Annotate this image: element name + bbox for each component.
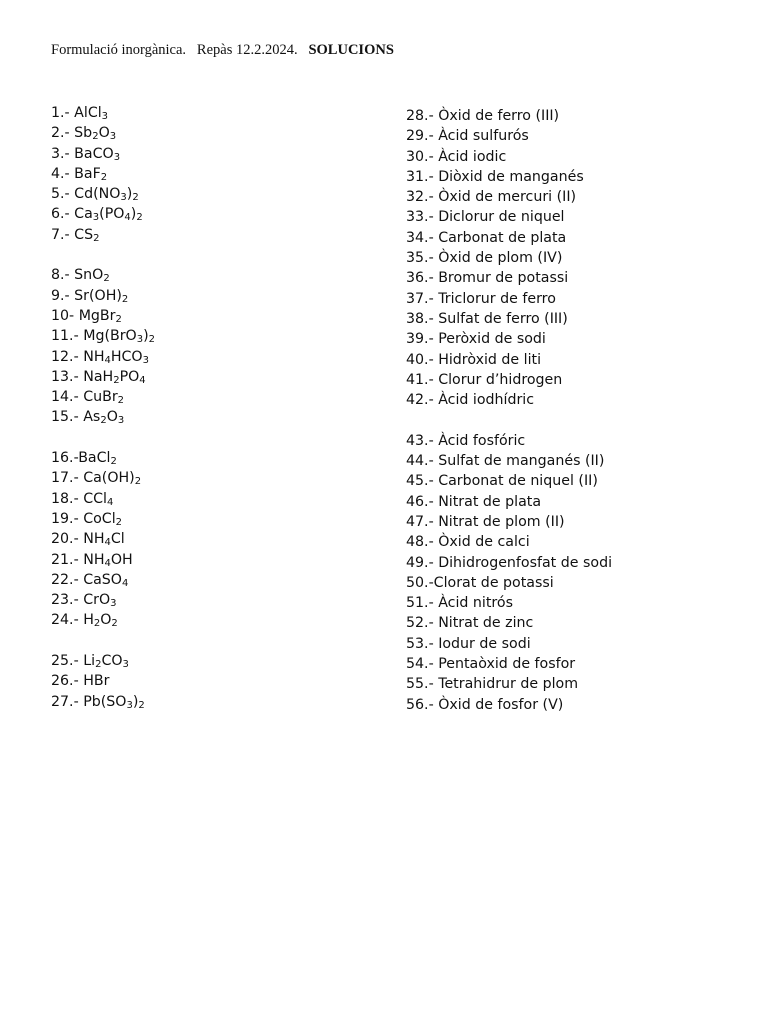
formula-item [51, 407, 155, 427]
chemical-formula: CaSO$_4$ [83, 571, 129, 589]
name-group [406, 106, 612, 410]
chemical-formula: $Li_2CO_3$ [83, 653, 129, 671]
formula-item [51, 144, 155, 164]
chemical-formula: $Mg(BrO_3)_2$ [83, 328, 156, 346]
item-number: 25.- [51, 653, 84, 670]
compound-name-item: 43.- Àcid fosfóric [406, 432, 526, 449]
formula-item [51, 448, 155, 468]
document-header [51, 42, 394, 59]
compound-name-item: 49.- Dihidrogenfosfat de sodi [406, 554, 613, 571]
formula-item [51, 164, 155, 184]
compound-name-item: 56.- Òxid de fosfor (V) [406, 696, 564, 713]
compound-name-item: 30.- Àcid iodic [406, 148, 507, 165]
item-number: 15.- [51, 409, 84, 426]
compound-name-item: 41.- Clorur d’hidrogen [406, 371, 563, 388]
item-number: 11.- [51, 328, 84, 345]
solutions-label: SOLUCIONS [308, 42, 394, 58]
item-number: 27.- [51, 693, 84, 710]
chemical-formula: CCl$_4$ [83, 490, 114, 508]
item-number: 26.- [51, 673, 84, 690]
compound-name-item: 44.- Sulfat de manganés (II) [406, 453, 605, 470]
chemical-formula: BaF$_2$ [74, 165, 108, 183]
chemical-formula: $As_2O_3$ [83, 409, 125, 427]
item-number: 23.- [51, 592, 84, 609]
formula-item [51, 651, 155, 671]
item-number: 5.- [51, 186, 75, 203]
compound-name-item: 55.- Tetrahidrur de plom [406, 676, 579, 693]
chemical-formula: BaCO$_3$ [74, 145, 121, 163]
chemical-formula: $CS_2$ [74, 226, 100, 244]
chemical-formula: CoCl$_2$ [83, 510, 123, 528]
compound-name-item: 50.-Clorat de potassi [406, 574, 554, 591]
formula-item [51, 529, 155, 549]
formula-item [51, 347, 155, 367]
compound-name-item: 37.- Triclorur de ferro [406, 290, 556, 307]
chemical-formula: MgBr$_2$ [78, 307, 122, 325]
chemical-formula: $NaH_2PO_4$ [83, 368, 146, 386]
chemical-formula: SnO$_2$ [74, 267, 110, 285]
chemical-formula: HBr [83, 673, 110, 690]
formula-item [51, 610, 155, 630]
item-number: 8.- [51, 267, 75, 284]
names-list [406, 106, 612, 715]
item-number: 22.- [51, 571, 84, 588]
compound-name-item: 52.- Nitrat de zinc [406, 615, 534, 632]
formula-item [51, 387, 155, 407]
formula-group [51, 103, 155, 245]
chemical-formula: $H_2O_2$ [83, 612, 118, 630]
chemical-formula: CrO$_3$ [83, 592, 117, 610]
chemical-formula: $Pb(SO_3)_2$ [83, 693, 145, 711]
compound-name-item: 48.- Òxid de calci [406, 534, 530, 551]
item-number: 21.- [51, 551, 84, 568]
item-number: 6.- [51, 206, 75, 223]
formula-item [51, 570, 155, 590]
item-number: 14.- [51, 389, 84, 406]
compound-name-item: 35.- Òxid de plom (IV) [406, 250, 563, 267]
item-number: 3.- [51, 145, 75, 162]
formula-group [51, 448, 155, 631]
item-number: 10- [51, 307, 79, 324]
item-number: 2.- [51, 125, 75, 142]
formula-group [51, 651, 155, 712]
compound-name-item: 29.- Àcid sulfurós [406, 128, 529, 145]
formula-item [51, 286, 155, 306]
compound-name-item: 32.- Òxid de mercuri (II) [406, 189, 577, 206]
chemical-formula: $Sb_2O_3$ [74, 125, 117, 143]
compound-name-item: 42.- Àcid iodhídric [406, 392, 535, 409]
compound-name-item: 28.- Òxid de ferro (III) [406, 108, 560, 124]
item-number: 20.- [51, 531, 84, 548]
formula-item [51, 489, 155, 509]
formula-item [51, 265, 155, 285]
chemical-formula: AlCl$_3$ [74, 105, 109, 122]
formula-item [51, 367, 155, 387]
item-number: 24.- [51, 612, 84, 629]
formula-group [51, 265, 155, 427]
compound-name-item: 39.- Peròxid de sodi [406, 331, 546, 348]
formula-item [51, 509, 155, 529]
chemical-formula: $NH_4HCO_3$ [83, 348, 149, 366]
formula-item [51, 103, 155, 123]
item-number: 4.- [51, 165, 75, 182]
compound-name-item: 34.- Carbonat de plata [406, 229, 567, 246]
compound-name-item: 46.- Nitrat de plata [406, 493, 542, 510]
item-number: 12.- [51, 348, 84, 365]
formula-item [51, 204, 155, 224]
formula-item [51, 326, 155, 346]
item-number: 13.- [51, 368, 84, 385]
formula-item [51, 550, 155, 570]
chemical-formula: $Ca(OH)_2$ [83, 470, 142, 488]
chemical-formula: $Sr(OH)_2$ [74, 287, 129, 305]
compound-name-item: 36.- Bromur de potassi [406, 270, 569, 287]
item-number: 9.- [51, 287, 75, 304]
chemical-formula: $Cd(NO_3)_2$ [74, 186, 139, 204]
formula-item [51, 671, 155, 691]
compound-name-item: 33.- Diclorur de niquel [406, 209, 565, 226]
compound-name-item: 45.- Carbonat de niquel (II) [406, 473, 598, 490]
formula-list [51, 103, 155, 712]
formula-item [51, 123, 155, 143]
formula-item [51, 184, 155, 204]
chemical-formula: $NH_4Cl$ [83, 531, 125, 549]
chemical-formula: BaCl$_2$ [78, 450, 117, 468]
formula-item [51, 225, 155, 245]
name-group [406, 431, 612, 715]
item-number: 7.- [51, 226, 75, 243]
formula-item [51, 306, 155, 326]
item-number: 17.- [51, 470, 84, 487]
compound-name-item: 53.- Iodur de sodi [406, 635, 531, 652]
formula-item [51, 468, 155, 488]
compound-name-item: 40.- Hidròxid de liti [406, 351, 542, 368]
item-number: 19.- [51, 510, 84, 527]
formula-item [51, 692, 155, 712]
chemical-formula: $Ca_3(PO_4)_2$ [74, 206, 143, 224]
header-title: Formulació inorgànica. Repàs 12.2.2024. [51, 42, 309, 58]
compound-name-item: 38.- Sulfat de ferro (III) [406, 310, 568, 327]
compound-name-item: 31.- Diòxid de manganés [406, 168, 584, 185]
compound-name-item: 47.- Nitrat de plom (II) [406, 513, 565, 530]
item-number: 1.- [51, 105, 75, 121]
chemical-formula: CuBr$_2$ [83, 389, 125, 407]
formula-item [51, 590, 155, 610]
item-number: 18.- [51, 490, 84, 507]
item-number: 16.- [51, 450, 79, 467]
compound-name-item: 54.- Pentaòxid de fosfor [406, 656, 576, 673]
chemical-formula: $NH_4OH$ [83, 551, 133, 569]
compound-name-item: 51.- Àcid nitrós [406, 595, 513, 612]
